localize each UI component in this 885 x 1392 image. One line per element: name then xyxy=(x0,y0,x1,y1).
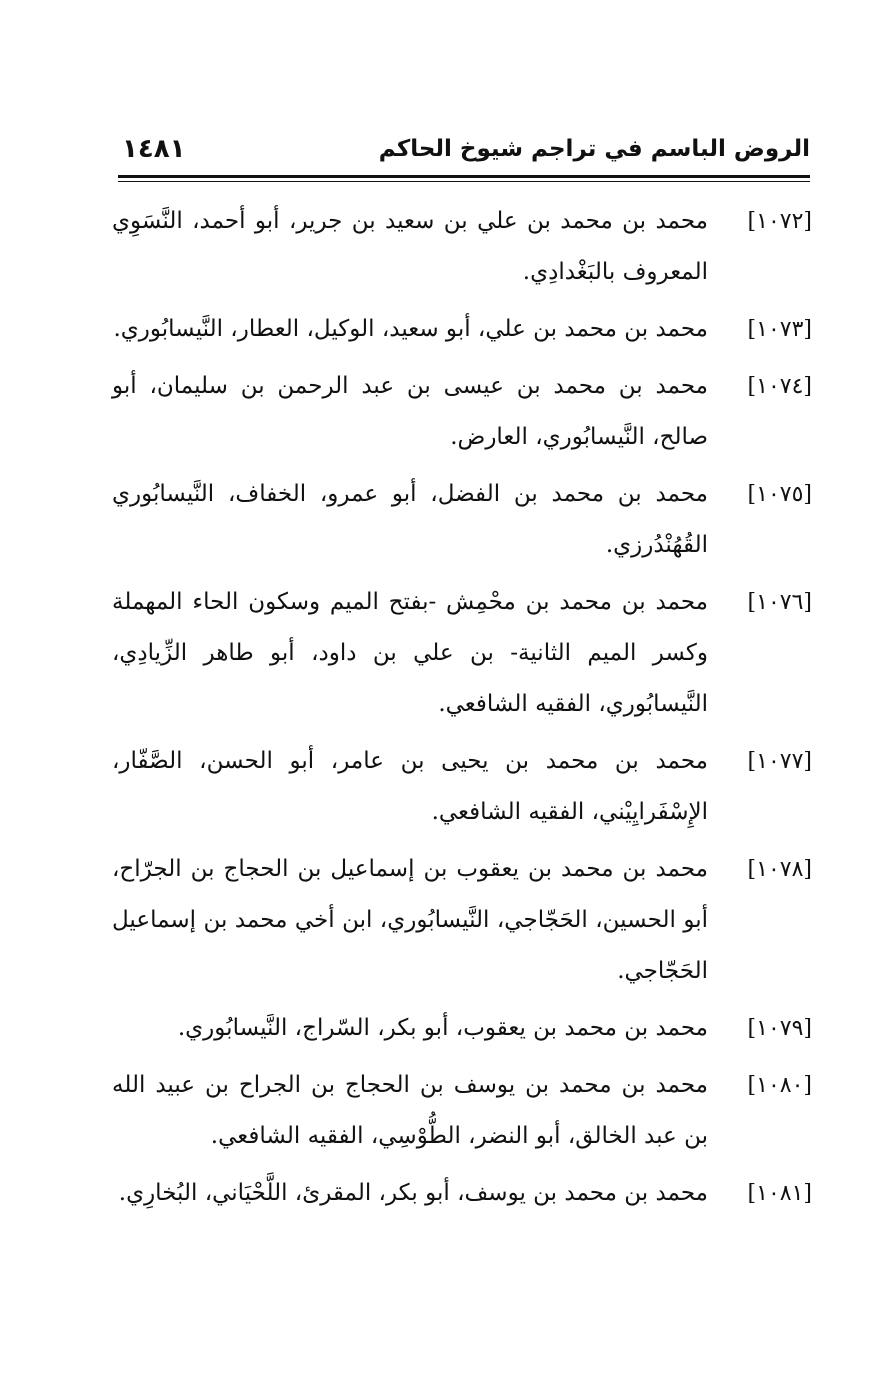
entry-1076 xyxy=(112,577,812,730)
entry-1077 xyxy=(112,736,812,838)
entry-number: [١٠٧٧] xyxy=(747,749,812,774)
entry-number: [١٠٧٢] xyxy=(747,209,812,234)
entry-text: محمد بن محمد بن علي بن سعيد بن جرير، أبو أحمد، النَّسَوِي المعروف بالبَغْدادِي. xyxy=(112,208,708,285)
entry-number: [١٠٧٩] xyxy=(747,1016,812,1041)
running-header xyxy=(118,128,810,174)
entry-number: [١٠٧٤] xyxy=(747,374,812,399)
entry-text: محمد بن محمد بن يعقوب، أبو بكر، السّراج، النَّيسابُوري. xyxy=(177,1015,708,1041)
book-title: الروض الباسم في تراجم شيوخ الحاكم xyxy=(378,136,810,162)
entry-1081 xyxy=(112,1168,812,1219)
entry-number: [١٠٧٨] xyxy=(747,857,812,882)
entry-list xyxy=(112,196,812,1225)
entry-text: محمد بن محمد بن محْمِش -بفتح الميم وسكون الحاء المهملة وكسر الميم الثانية- بن علي بن داود، أبو طاهر الزِّيادِي، النَّيسابُوري، الفقيه الشافعي. xyxy=(112,589,708,717)
entry-text: محمد بن محمد بن الفضل، أبو عمرو، الخفاف، النَّيسابُوري القُهُنْدُرزي. xyxy=(112,481,708,558)
entry-1079 xyxy=(112,1003,812,1054)
entry-number: [١٠٧٥] xyxy=(747,482,812,507)
entry-1080 xyxy=(112,1060,812,1162)
entry-1072 xyxy=(112,196,812,298)
entry-1074 xyxy=(112,361,812,463)
header-rule-thick xyxy=(118,175,810,178)
entry-text: محمد بن محمد بن يوسف بن الحجاج بن الجراح بن عبيد الله بن عبد الخالق، أبو النضر، الطُّوْسِي، الفقيه الشافعي. xyxy=(112,1072,708,1149)
entry-text: محمد بن محمد بن علي، أبو سعيد، الوكيل، العطار، النَّيسابُوري. xyxy=(113,316,708,342)
entry-1078 xyxy=(112,844,812,997)
entry-number: [١٠٧٦] xyxy=(747,590,812,615)
entry-number: [١٠٨٠] xyxy=(747,1073,812,1098)
entry-number: [١٠٧٣] xyxy=(747,317,812,342)
entry-1073 xyxy=(112,304,812,355)
entry-text: محمد بن محمد بن يحيى بن عامر، أبو الحسن، الصَّفّار، الإِسْفَرايِيْني، الفقيه الشافعي. xyxy=(112,748,708,825)
page-number: ١٤٨١ xyxy=(122,134,186,164)
entry-text: محمد بن محمد بن يعقوب بن إسماعيل بن الحجاج بن الجرّاح، أبو الحسين، الحَجّاجي، النَّيسابُوري، ابن أخي محمد بن إسماعيل الحَجّاجي. xyxy=(112,856,708,984)
entry-text: محمد بن محمد بن عيسى بن عبد الرحمن بن سليمان، أبو صالح، النَّيسابُوري، العارض. xyxy=(112,373,708,450)
header-rule-thin xyxy=(118,181,810,182)
entry-text: محمد بن محمد بن يوسف، أبو بكر، المقرئ، اللَّحْيَاني، البُخارِي. xyxy=(118,1180,708,1206)
entry-number: [١٠٨١] xyxy=(747,1181,812,1206)
entry-1075 xyxy=(112,469,812,571)
